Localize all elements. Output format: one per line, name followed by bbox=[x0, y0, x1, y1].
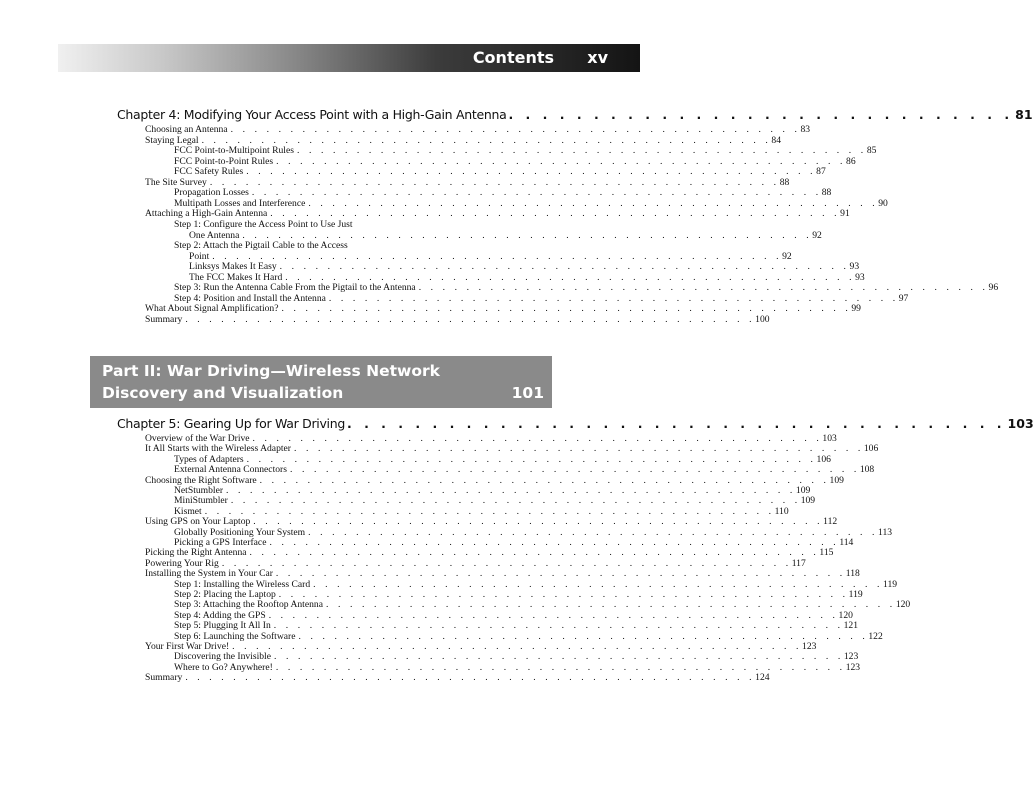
entry-title: Step 2: Attach the Pigtail Cable to the Access bbox=[174, 240, 348, 252]
dot-leader: . . . . . . . . . . . . . . . . . . . . . . . . . . . . . . . . . . . . . . . . . . . . . . . . bbox=[328, 292, 899, 304]
toc-entry[interactable] bbox=[174, 620, 858, 632]
chapter-title: Chapter 4: Modifying Your Access Point with a High-Gain Antenna bbox=[117, 107, 507, 122]
entry-page: 114 bbox=[839, 537, 854, 548]
dot-leader: . . . . . . . . . . . . . . . . . . . . . . . . . . . . . . . . . . . . . . . . . . . . . . . . bbox=[275, 661, 846, 673]
entry-page: 93 bbox=[855, 271, 865, 283]
entry-title: NetStumbler bbox=[174, 485, 224, 496]
dot-leader: . . . . . . . . . . . . . . . . . . . . . . . . . . . . . . . . . . . . . . . . . . . . . . . . bbox=[246, 453, 817, 465]
entry-page: 110 bbox=[774, 505, 789, 517]
entry-title: External Antenna Connectors bbox=[174, 464, 287, 476]
chapter-title: Chapter 5: Gearing Up for War Driving bbox=[117, 416, 345, 431]
dot-leader: . . . . . . . . . . . . . . . . . . . . . . . . . . . . . . . . . . . . . . . . . . . . . . . . bbox=[251, 187, 822, 199]
toc-entry[interactable] bbox=[174, 166, 826, 178]
toc-entry[interactable] bbox=[189, 261, 860, 273]
entry-title: FCC Point-to-Multipoint Rules bbox=[174, 145, 294, 157]
entry-page: 108 bbox=[859, 464, 875, 476]
entry-page: 113 bbox=[878, 526, 893, 538]
dot-leader: . . . . . . . . . . . . . . . . . . . . . . . . . . . . . . . . . . . . . . . . . . . . . . . . bbox=[253, 516, 824, 528]
dot-leader: . . . . . . . . . . . . . . . . . . . . . . . . . . . . . . . . . . . . . . . . . . . . . . . . bbox=[242, 229, 813, 241]
entry-page: 87 bbox=[816, 166, 826, 178]
entry-page: 117 bbox=[791, 557, 806, 569]
dot-leader: . . . . . . . . . . . . . . . . . . . . . . . . . . . . . . . . . . . . . . . . . . . . . . . . bbox=[285, 271, 856, 283]
entry-page: 123 bbox=[843, 651, 859, 663]
entry-title: Attaching a High-Gain Antenna bbox=[145, 208, 268, 220]
toc-entry[interactable] bbox=[145, 208, 850, 220]
entry-page: 103 bbox=[822, 433, 837, 444]
header-title: Contents bbox=[472, 48, 554, 67]
entry-title: Step 4: Position and Install the Antenna bbox=[174, 292, 326, 304]
toc-entry[interactable] bbox=[189, 250, 792, 262]
dot-leader: . . . . . . . . . . . . . . . . . . . . . . . . . . . . . . . . . . . . . . . . . . . . . . . . bbox=[308, 197, 879, 209]
dot-leader: . . . . . . . . . . . . . . . . . . . . . . . . . . . . . . . . . . . . . . . . . . . . . . . . bbox=[296, 145, 867, 157]
entry-title: FCC Safety Rules bbox=[174, 166, 244, 178]
dot-leader: . . . . . . . . . . . . . . . . . . . . . . . . . . . . . . bbox=[508, 107, 1014, 122]
toc-entry[interactable] bbox=[145, 443, 879, 455]
toc-entry[interactable] bbox=[174, 197, 888, 209]
dot-leader: . . . . . . . . . . . . . . . . . . . . . . . . . . . . . . . . . . . . . . . . . . . . . . . . bbox=[276, 155, 847, 167]
entry-title: One Antenna bbox=[189, 229, 240, 241]
toc-entry[interactable] bbox=[145, 516, 838, 528]
entry-title: Step 5: Plugging It All In bbox=[174, 620, 271, 632]
part-title-line-1: Part II: War Driving—Wireless Network bbox=[102, 362, 440, 380]
entry-title: Picking a GPS Interface bbox=[174, 537, 267, 548]
dot-leader: . . . . . . . . . . . . . . . . . . . . . . . . . . . . . . . . . . . . . . . . . . . . . . . . bbox=[294, 443, 864, 455]
entry-title: The FCC Makes It Hard bbox=[189, 271, 283, 283]
toc-entry[interactable] bbox=[174, 241, 547, 251]
dot-leader: . . . . . . . . . . . . . . . . . . . . . . . . . . . . . . . . . . . . . . . . . . . . . . . . bbox=[204, 505, 775, 517]
dot-leader: . . . . . . . . . . . . . . . . . . . . . . . . . . . . . . . . . . . . . . . . . . . . . . . . bbox=[212, 250, 783, 262]
toc-entry[interactable] bbox=[145, 176, 790, 188]
entry-title: It All Starts with the Wireless Adapter bbox=[145, 443, 291, 455]
running-header bbox=[58, 44, 640, 72]
dot-leader: . . . . . . . . . . . . . . . . . . . . . . . . . . . . . . . . . . . . . . . . . . . . . . . . bbox=[273, 651, 844, 663]
toc-entry[interactable] bbox=[174, 292, 909, 304]
dot-leader: . . . . . . . . . . . . . . . . . . . . . . . . . . . . . . . . . . . . . . . . . . . . . . . . bbox=[230, 124, 801, 135]
entry-page: 100 bbox=[755, 313, 770, 325]
dot-leader: . . . . . . . . . . . . . . . . . . . . . . . . . . . . . . . . . . . . . . . . . . . . . . . . bbox=[278, 589, 849, 600]
entry-title: Picking the Right Antenna bbox=[145, 547, 247, 559]
dot-leader: . . . . . . . . . . . . . . . . . . . . . . . . . . . . . . . . . . . . . . . . . . . . . . . . bbox=[270, 208, 841, 220]
entry-title: Step 2: Placing the Laptop bbox=[174, 589, 276, 600]
entry-title: Your First War Drive! bbox=[145, 641, 230, 652]
toc-entry[interactable] bbox=[145, 313, 770, 325]
entry-page: 123 bbox=[802, 641, 817, 652]
entry-page: 97 bbox=[898, 292, 909, 304]
toc-entry[interactable] bbox=[174, 464, 875, 476]
entry-page: 106 bbox=[816, 453, 831, 465]
dot-leader: . . . . . . . . . . . . . . . . . . . . . . . . . . . . . . . . . . . . . . . . . . . . . . . . bbox=[269, 537, 840, 548]
dot-leader: . . . . . . . . . . . . . . . . . . . . . . . . . . . . . . . . . . . . . . . . . . . . . . . . bbox=[281, 303, 852, 315]
entry-page: 115 bbox=[819, 547, 834, 559]
dot-leader: . . . . . . . . . . . . . . . . . . . . . . . . . . . . . . . . . . . . . . . . . . . . . . . . bbox=[259, 474, 830, 486]
chapter-page: 81 bbox=[1015, 107, 1033, 122]
entry-page: 99 bbox=[851, 303, 861, 315]
entry-title: Summary bbox=[145, 672, 183, 684]
entry-title: Point bbox=[189, 250, 210, 262]
dot-leader: . . . . . . . . . . . . . . . . . . . . . . . . . . . . . . . . . . . . . . . . . . . . . . . . bbox=[209, 176, 780, 188]
entry-page: 91 bbox=[840, 208, 850, 220]
entry-title: Step 1: Installing the Wireless Card bbox=[174, 578, 311, 590]
entry-title: Staying Legal bbox=[145, 134, 199, 146]
dot-leader: . . . . . . . . . . . . . . . . . . . . . . . . . . . . . . . . . . . . . . . . . . . . . . . . bbox=[418, 282, 989, 294]
entry-title: Where to Go? Anywhere! bbox=[174, 661, 273, 673]
dot-leader: . . . . . . . . . . . . . . . . . . . . . . . . . . . . . . . . . . . . . . . . . . . . . . . . bbox=[298, 630, 869, 642]
entry-title: Multipath Losses and Interference bbox=[174, 197, 306, 209]
entry-page: 93 bbox=[849, 261, 860, 273]
toc-entry[interactable] bbox=[174, 145, 877, 157]
dot-leader: . . . . . . . . . . . . . . . . . . . . . . . . . . . . . . . . . . . . . . . . . . . . . . . . bbox=[185, 672, 756, 684]
header-page-number: xv bbox=[587, 48, 608, 67]
toc-entry[interactable] bbox=[174, 651, 859, 663]
entry-page: 90 bbox=[878, 197, 888, 209]
dot-leader: . . . . . . . . . . . . . . . . . . . . . . . . . . . . . . . . . . . . . . . . . . . . . . . . bbox=[230, 495, 801, 507]
entry-title: MiniStumbler bbox=[174, 495, 228, 507]
entry-title: Step 3: Attaching the Rooftop Antenna bbox=[174, 599, 323, 611]
entry-page: 124 bbox=[755, 672, 770, 684]
toc-entry[interactable] bbox=[174, 220, 547, 230]
entry-page: 109 bbox=[829, 474, 844, 486]
entry-page: 121 bbox=[843, 620, 858, 632]
entry-title: The Site Survey bbox=[145, 176, 207, 188]
chapter-page: 103 bbox=[1007, 416, 1034, 431]
part-page: 101 bbox=[511, 384, 544, 402]
dot-leader: . . . . . . . . . . . . . . . . . . . . . . . . . . . . . . . . . . . . . . . . . . . . . . . . bbox=[313, 578, 883, 590]
toc-entry[interactable] bbox=[174, 282, 999, 294]
entry-page: 120 bbox=[895, 599, 911, 611]
entry-page: 123 bbox=[845, 661, 861, 673]
dot-leader: . . . . . . . . . . . . . . . . . . . . . . . . . . . . . . . . . . . . . . . . . . . . . . . . bbox=[252, 433, 823, 444]
entry-page: 92 bbox=[812, 229, 822, 241]
entry-title: Summary bbox=[145, 313, 183, 325]
dot-leader: . . . . . . . . . . . . . . . . . . . . . . . . . . . . . . . . . . . . . . . . . . . . . . . . bbox=[249, 547, 820, 559]
entry-page: 86 bbox=[846, 155, 856, 167]
entry-title: Step 4: Adding the GPS bbox=[174, 609, 266, 621]
entry-page: 88 bbox=[821, 187, 832, 199]
toc-entry[interactable] bbox=[174, 187, 832, 199]
entry-page: 88 bbox=[779, 176, 790, 188]
part-title-line-2: Discovery and Visualization bbox=[102, 384, 344, 402]
toc-entry[interactable] bbox=[174, 155, 856, 167]
dot-leader: . . . . . . . . . . . . . . . . . . . . . . . . . . . . . . . . . . . . . . . bbox=[346, 416, 1006, 431]
dot-leader: . . . . . . . . . . . . . . . . . . . . . . . . . . . . . . . . . . . . . . . . . . . . . . . . bbox=[279, 261, 850, 273]
dot-leader: . . . . . . . . . . . . . . . . . . . . . . . . . . . . . . . . . . . . . . . . . . . . . . . . bbox=[268, 609, 839, 621]
entry-title: Choosing the Right Software bbox=[145, 474, 257, 486]
entry-title: FCC Point-to-Point Rules bbox=[174, 155, 274, 167]
entry-title: Propagation Losses bbox=[174, 187, 249, 199]
dot-leader: . . . . . . . . . . . . . . . . . . . . . . . . . . . . . . . . . . . . . . . . . . . . . . . . bbox=[325, 599, 896, 611]
entry-title: Types of Adapters bbox=[174, 453, 244, 465]
entry-page: 96 bbox=[988, 282, 999, 294]
dot-leader: . . . . . . . . . . . . . . . . . . . . . . . . . . . . . . . . . . . . . . . . . . . . . . . . bbox=[185, 313, 756, 325]
entry-title: Overview of the War Drive bbox=[145, 433, 250, 444]
entry-title: Powering Your Rig bbox=[145, 557, 219, 569]
dot-leader: . . . . . . . . . . . . . . . . . . . . . . . . . . . . . . . . . . . . . . . . . . . . . . . . bbox=[221, 557, 792, 569]
entry-title: Globally Positioning Your System bbox=[174, 526, 306, 538]
entry-page: 112 bbox=[823, 516, 838, 528]
entry-title: Installing the System in Your Car bbox=[145, 568, 273, 580]
dot-leader: . . . . . . . . . . . . . . . . . . . . . . . . . . . . . . . . . . . . . . . . . . . . . . . . bbox=[232, 641, 803, 652]
entry-page: 84 bbox=[771, 134, 782, 146]
toc-entry[interactable] bbox=[145, 124, 811, 135]
dot-leader: . . . . . . . . . . . . . . . . . . . . . . . . . . . . . . . . . . . . . . . . . . . . . . . . bbox=[201, 134, 772, 146]
dot-leader: . . . . . . . . . . . . . . . . . . . . . . . . . . . . . . . . . . . . . . . . . . . . . . . . bbox=[308, 526, 878, 538]
entry-page: 122 bbox=[868, 630, 883, 642]
entry-page: 92 bbox=[782, 250, 792, 262]
entry-page: 119 bbox=[883, 578, 898, 590]
dot-leader: . . . . . . . . . . . . . . . . . . . . . . . . . . . . . . . . . . . . . . . . . . . . . . . . bbox=[289, 464, 860, 476]
entry-title: Step 3: Run the Antenna Cable From the Pigtail to the Antenna bbox=[174, 282, 416, 294]
chapter-5-heading[interactable] bbox=[117, 416, 1034, 432]
entry-page: 120 bbox=[838, 609, 853, 621]
toc-entry[interactable] bbox=[145, 134, 782, 146]
entry-page: 119 bbox=[848, 589, 863, 600]
dot-leader: . . . . . . . . . . . . . . . . . . . . . . . . . . . . . . . . . . . . . . . . . . . . . . . . bbox=[275, 568, 846, 580]
entry-title: Discovering the Invisible bbox=[174, 651, 271, 663]
toc-entry[interactable] bbox=[189, 229, 822, 241]
entry-title: What About Signal Amplification? bbox=[145, 303, 279, 315]
entry-title: Using GPS on Your Laptop bbox=[145, 516, 251, 528]
entry-title: Linksys Makes It Easy bbox=[189, 261, 277, 273]
toc-entry[interactable] bbox=[145, 672, 770, 684]
toc-entry[interactable] bbox=[174, 599, 911, 611]
entry-page: 106 bbox=[863, 443, 879, 455]
entry-title: Choosing an Antenna bbox=[145, 124, 228, 135]
entry-page: 118 bbox=[845, 568, 860, 580]
entry-title: Kismet bbox=[174, 505, 202, 517]
entry-page: 83 bbox=[800, 124, 811, 135]
toc-entry[interactable] bbox=[189, 271, 865, 283]
toc-entry[interactable] bbox=[145, 568, 860, 580]
toc-entry[interactable] bbox=[145, 303, 861, 315]
part-2-banner[interactable] bbox=[90, 356, 552, 408]
toc-entry[interactable] bbox=[145, 547, 834, 559]
toc-entry[interactable] bbox=[174, 495, 816, 507]
entry-title: Step 1: Configure the Access Point to Use Just bbox=[174, 218, 353, 230]
entry-page: 109 bbox=[800, 495, 816, 507]
entry-page: 85 bbox=[866, 145, 877, 157]
entry-page: 109 bbox=[795, 485, 811, 496]
entry-title: Step 6: Launching the Software bbox=[174, 630, 296, 642]
dot-leader: . . . . . . . . . . . . . . . . . . . . . . . . . . . . . . . . . . . . . . . . . . . . . . . . bbox=[226, 485, 796, 496]
dot-leader: . . . . . . . . . . . . . . . . . . . . . . . . . . . . . . . . . . . . . . . . . . . . . . . . bbox=[273, 620, 844, 632]
chapter-4-heading[interactable] bbox=[117, 107, 1033, 123]
dot-leader: . . . . . . . . . . . . . . . . . . . . . . . . . . . . . . . . . . . . . . . . . . . . . . . . bbox=[246, 166, 817, 178]
